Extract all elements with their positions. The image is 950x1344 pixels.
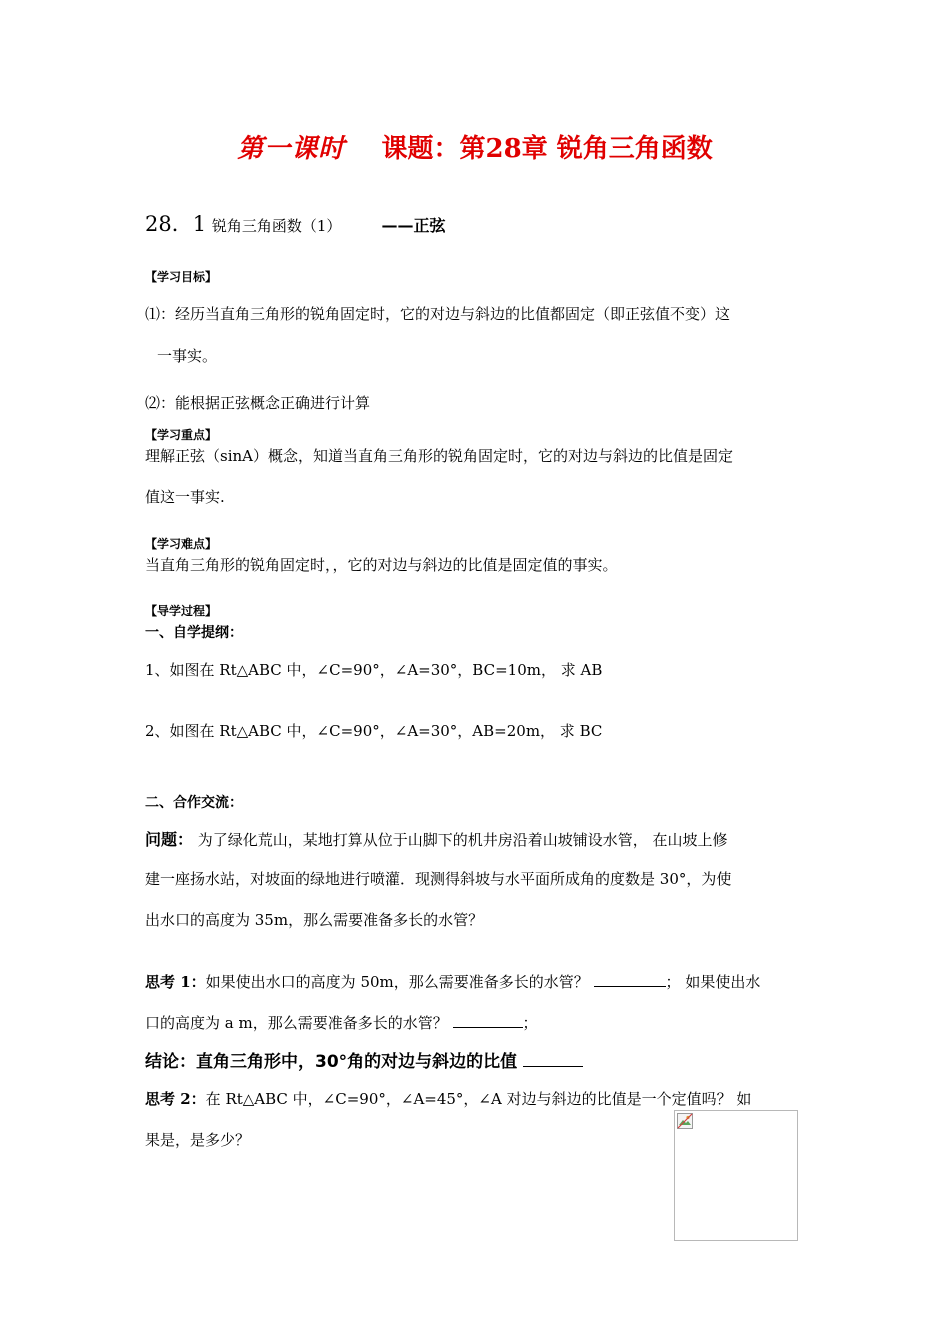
think1-text-d: ； [522,1014,538,1032]
think2-label: 思考 2： [145,1090,206,1108]
section-heading [145,208,445,238]
think1-text-a: 如果使出水口的高度为 50m，那么需要准备多长的水管？ [205,973,589,991]
question-2: 2、如图在 Rt△ABC 中，∠C=90°，∠A=30°，AB=20m， 求 BC [145,722,603,740]
section-name: 锐角三角函数（1） [211,217,342,235]
keypoint-line2: 值这一事实. [145,488,225,506]
section-subtitle: ——正弦 [381,216,446,235]
conclusion [145,1047,583,1072]
problem-line1 [145,827,728,850]
page-title [0,128,950,165]
process-tag: 【导学过程】 [145,604,218,618]
think2-line2: 果是，是多少？ [145,1131,251,1149]
title-topic: 课题：第28章 锐角三角函数 [381,134,713,164]
problem-label: 问题： [145,830,194,849]
objective-1-line2: 一事实。 [157,347,218,365]
think1-text-b: ； 如果使出水 [665,973,761,991]
question-1: 1、如图在 Rt△ABC 中，∠C=90°，∠A=30°，BC=10m， 求 AB [145,661,603,679]
figure-placeholder [674,1110,798,1241]
answer-blank-3[interactable] [523,1050,583,1067]
difficulty-line1: 当直角三角形的锐角固定时，，它的对边与斜边的比值是固定值的事实。 [145,556,618,574]
problem-line3: 出水口的高度为 35m，那么需要准备多长的水管？ [145,911,484,929]
part2-heading: 二、合作交流： [145,795,243,811]
answer-blank-2[interactable] [453,1013,523,1028]
section-number: 28．1 [145,212,207,236]
objective-2: ⑵：能根据正弦概念正确进行计算 [145,394,371,412]
objective-1-line1: ⑴：经历当直角三角形的锐角固定时，它的对边与斜边的比值都固定（即正弦值不变）这 [145,305,731,323]
think2-text: 在 Rt△ABC 中，∠C=90°，∠A=45°，∠A 对边与斜边的比值是一个定值吗？ 如 [205,1090,752,1108]
problem-line2: 建一座扬水站，对坡面的绿地进行喷灌．现测得斜坡与水平面所成角的度数是 30°，为使 [145,870,732,888]
objectives-tag: 【学习目标】 [145,270,218,284]
part1-heading: 一、自学提纲： [145,625,243,641]
think1-line1 [145,971,760,992]
answer-blank-1[interactable] [594,972,666,987]
keypoint-line1: 理解正弦（sinA）概念，知道当直角三角形的锐角固定时，它的对边与斜边的比值是固定 [145,447,733,465]
problem-text-1: 为了绿化荒山，某地打算从位于山脚下的机井房沿着山坡铺设水管， 在山坡上修 [193,831,728,849]
title-lesson: 第一课时 [237,134,346,164]
think1-text-c: 口的高度为 a m，那么需要准备多长的水管？ [145,1014,448,1032]
broken-image-icon [677,1113,693,1129]
think2-line1 [145,1088,751,1109]
think1-label: 思考 1： [145,973,206,991]
difficulty-tag: 【学习难点】 [145,537,218,551]
keypoint-tag: 【学习重点】 [145,428,218,442]
think1-line2 [145,1012,538,1033]
conclusion-text: 结论：直角三角形中，30°角的对边与斜边的比值 [145,1052,518,1072]
